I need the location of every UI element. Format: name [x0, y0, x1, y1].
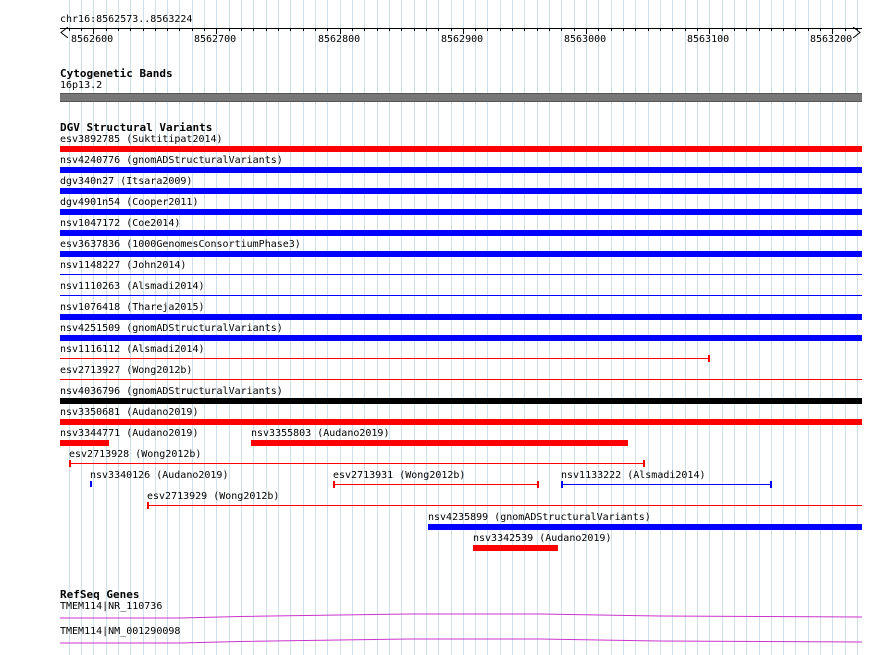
- ruler-tick: [549, 28, 550, 31]
- variant-nsv1116112[interactable]: [60, 358, 709, 359]
- ruler-tick: [278, 28, 279, 31]
- ruler-tick: [524, 28, 525, 31]
- variant-label[interactable]: nsv1047172 (Coe2014): [60, 218, 181, 229]
- ruler-tick: [130, 28, 131, 31]
- variant-label[interactable]: nsv1116112 (Alsmadi2014): [60, 344, 205, 355]
- variant-end-cap: [333, 481, 335, 488]
- ruler-tick: [364, 28, 365, 31]
- ruler-tick: [426, 28, 427, 31]
- ruler-tick-label: 8563200: [810, 34, 853, 45]
- variant-dgv340n27[interactable]: [60, 188, 862, 194]
- ruler-tick: [820, 28, 821, 31]
- variant-end-cap: [537, 481, 539, 488]
- variant-label[interactable]: esv2713931 (Wong2012b): [333, 470, 466, 481]
- variant-label[interactable]: dgv340n27 (Itsara2009): [60, 176, 193, 187]
- variant-nsv3350681[interactable]: [60, 419, 862, 425]
- variant-label[interactable]: esv2713928 (Wong2012b): [69, 449, 202, 460]
- variant-label[interactable]: esv3637836 (1000GenomesConsortiumPhase3): [60, 239, 301, 250]
- ruler-tick: [192, 28, 193, 31]
- ruler-tick: [845, 28, 846, 31]
- variant-nsv3340126[interactable]: [90, 481, 92, 487]
- ruler-tick: [155, 28, 156, 31]
- variant-dgv4901n54[interactable]: [60, 209, 862, 215]
- variant-label[interactable]: nsv1076418 (Thareja2015): [60, 302, 205, 313]
- variant-esv2713931[interactable]: [333, 484, 538, 485]
- ruler-tick: [648, 28, 649, 31]
- variant-nsv1076418[interactable]: [60, 314, 862, 320]
- ruler-tick: [672, 28, 673, 31]
- ruler-tick: [660, 28, 661, 31]
- ruler-tick: [204, 28, 205, 31]
- ruler-tick: [808, 28, 809, 31]
- refseq-track-title[interactable]: RefSeq Genes: [60, 588, 140, 601]
- ruler-tick: [475, 28, 476, 31]
- ruler-tick: [487, 28, 488, 31]
- ruler-tick: [623, 28, 624, 31]
- ruler-tick: [352, 28, 353, 31]
- variant-esv2713929[interactable]: [147, 505, 862, 506]
- ruler-tick: [611, 28, 612, 31]
- ruler-tick: [771, 28, 772, 31]
- ruler-tick: [598, 28, 599, 31]
- variant-end-cap: [643, 460, 645, 467]
- ruler-tick: [81, 28, 82, 31]
- variant-nsv4251509[interactable]: [60, 335, 862, 341]
- ruler-tick: [414, 28, 415, 31]
- variant-label[interactable]: nsv3350681 (Audano2019): [60, 407, 199, 418]
- ruler-tick: [746, 28, 747, 31]
- dgv-track-title[interactable]: DGV Structural Variants: [60, 121, 213, 134]
- ruler-tick: [118, 28, 119, 31]
- variant-label[interactable]: nsv1148227 (John2014): [60, 260, 187, 271]
- ruler-tick: [759, 28, 760, 31]
- ruler-tick: [635, 28, 636, 31]
- gene-label[interactable]: TMEM114|NM_001290098: [60, 626, 181, 637]
- variant-nsv3344771[interactable]: [60, 440, 109, 446]
- variant-esv2713927[interactable]: [60, 379, 862, 380]
- variant-nsv1047172[interactable]: [60, 230, 862, 236]
- ruler-tick: [179, 28, 180, 31]
- ruler-tick: [857, 28, 858, 31]
- ruler-tick: [685, 28, 686, 31]
- variant-label[interactable]: nsv3344771 (Audano2019): [60, 428, 199, 439]
- variant-label[interactable]: dgv4901n54 (Cooper2011): [60, 197, 199, 208]
- variant-label[interactable]: esv3892785 (Suktitipat2014): [60, 134, 223, 145]
- variant-label[interactable]: nsv1110263 (Alsmadi2014): [60, 281, 205, 292]
- variant-end-cap: [561, 481, 563, 488]
- ruler-tick: [315, 28, 316, 31]
- ruler-tick: [389, 28, 390, 31]
- ruler-tick: [537, 28, 538, 31]
- gene-model-nr-110736[interactable]: [60, 611, 862, 621]
- variant-label[interactable]: nsv1133222 (Alsmadi2014): [561, 470, 706, 481]
- ruler-tick: [377, 28, 378, 31]
- ruler-tick-label: 8562600: [71, 34, 114, 45]
- ruler-tick: [795, 28, 796, 31]
- ruler-tick: [438, 28, 439, 31]
- gene-model-nm-001290098[interactable]: [60, 636, 862, 646]
- cytoband-label: 16p13.2: [60, 80, 103, 91]
- variant-nsv3342539[interactable]: [473, 545, 558, 551]
- ruler-tick: [722, 28, 723, 31]
- ruler-tick: [167, 28, 168, 31]
- ruler-tick: [734, 28, 735, 31]
- variant-label[interactable]: nsv3342539 (Audano2019): [473, 533, 612, 544]
- variant-label[interactable]: nsv3355803 (Audano2019): [251, 428, 390, 439]
- location-label: chr16:8562573..8563224: [60, 14, 193, 25]
- ruler-tick: [574, 28, 575, 31]
- ruler-tick: [266, 28, 267, 31]
- ruler-tick: [401, 28, 402, 31]
- ruler-tick: [253, 28, 254, 31]
- variant-esv3892785[interactable]: [60, 146, 862, 152]
- gene-label[interactable]: TMEM114|NR_110736: [60, 601, 163, 612]
- ruler-tick: [106, 28, 107, 31]
- ruler-tick: [229, 28, 230, 31]
- variant-label[interactable]: esv2713929 (Wong2012b): [147, 491, 280, 502]
- ruler-tick: [451, 28, 452, 31]
- variant-label[interactable]: nsv4235899 (gnomADStructuralVariants): [428, 512, 651, 523]
- ruler-tick: [500, 28, 501, 31]
- ruler-tick: [290, 28, 291, 31]
- variant-nsv4235899[interactable]: [428, 524, 862, 530]
- ruler-tick-label: 8562900: [441, 34, 484, 45]
- variant-end-cap: [69, 460, 71, 467]
- ruler-left-arrow-icon: [60, 23, 70, 42]
- variant-nsv4036796[interactable]: [60, 398, 862, 404]
- variant-nsv1133222[interactable]: [561, 484, 771, 485]
- ruler-tick: [303, 28, 304, 31]
- ruler-tick-label: 8562700: [194, 34, 237, 45]
- ruler-tick: [512, 28, 513, 31]
- variant-label[interactable]: nsv4036796 (gnomADStructuralVariants): [60, 386, 283, 397]
- variant-label[interactable]: nsv4240776 (gnomADStructuralVariants): [60, 155, 283, 166]
- variant-nsv1110263[interactable]: [60, 295, 862, 296]
- ruler-right-arrow-icon: [852, 23, 862, 42]
- ruler-tick: [69, 28, 70, 31]
- ruler-tick: [561, 28, 562, 31]
- ruler-tick-label: 8562800: [318, 34, 361, 45]
- variant-nsv3355803[interactable]: [251, 440, 628, 446]
- variant-label[interactable]: nsv3340126 (Audano2019): [90, 470, 229, 481]
- variant-nsv1148227[interactable]: [60, 274, 862, 275]
- variant-end-cap: [147, 502, 149, 509]
- variant-label[interactable]: nsv4251509 (gnomADStructuralVariants): [60, 323, 283, 334]
- variant-nsv4240776[interactable]: [60, 167, 862, 173]
- ruler-tick: [143, 28, 144, 31]
- ruler-tick-label: 8563100: [687, 34, 730, 45]
- ruler-tick: [241, 28, 242, 31]
- ruler-tick: [783, 28, 784, 31]
- variant-end-cap: [708, 355, 710, 362]
- ruler-tick-label: 8563000: [564, 34, 607, 45]
- cytoband-track-title[interactable]: Cytogenetic Bands: [60, 67, 173, 80]
- ruler-tick: [697, 28, 698, 31]
- variant-end-cap: [770, 481, 772, 488]
- variant-label[interactable]: esv2713927 (Wong2012b): [60, 365, 193, 376]
- variant-esv3637836[interactable]: [60, 251, 862, 257]
- ruler-tick: [327, 28, 328, 31]
- ruler-axis: [60, 28, 862, 29]
- variant-esv2713928[interactable]: [69, 463, 644, 464]
- cytoband-bar[interactable]: [60, 93, 862, 102]
